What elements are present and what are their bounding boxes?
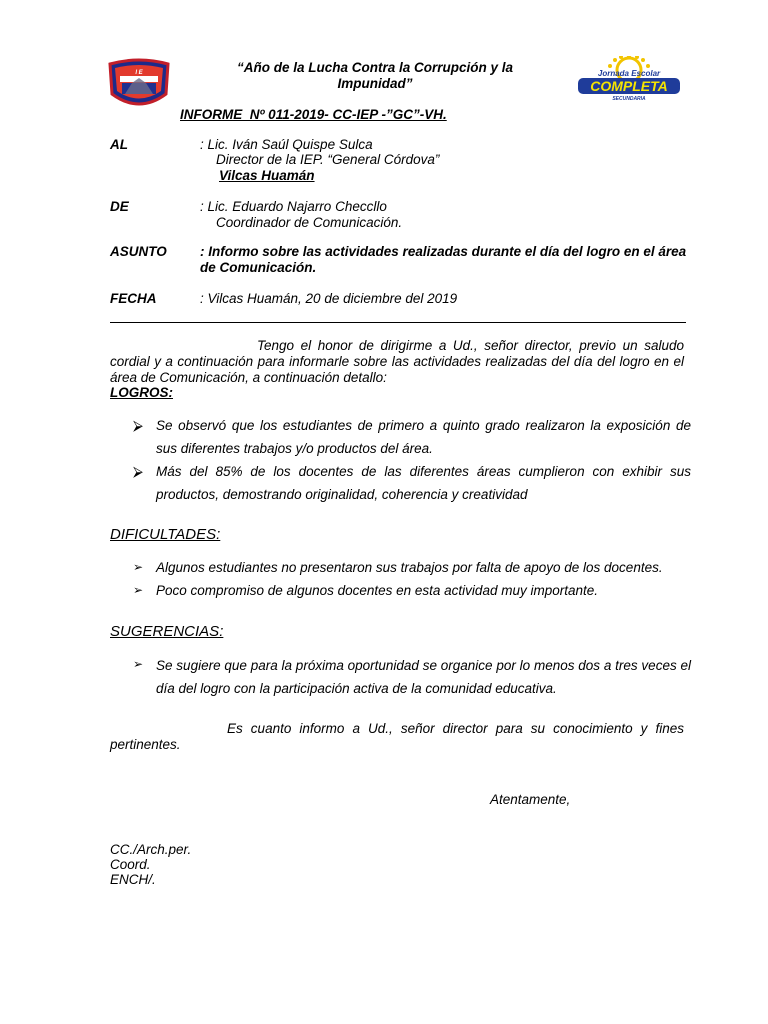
al-line2: Director de la IEP. “General Córdova” <box>216 152 440 167</box>
logros-item: Más del 85% de los docentes de las diferentes áreas cumplieron con exhibir sus productos, demostrando originalidad, coherencia y creatividad <box>156 464 691 502</box>
asunto-label: ASUNTO <box>110 244 167 259</box>
de-label: DE <box>110 199 129 214</box>
school-crest-logo <box>106 58 172 110</box>
logros-item: Se observó que los estudiantes de primero a quinto grado realizaron la exposición de sus diferentes trabajos y/o productos del área. <box>156 418 691 456</box>
report-title: INFORME Nº 011-2019- CC-IEP -”GC”-VH. <box>180 107 447 122</box>
logo-line3: SECUNDARIA <box>612 96 646 102</box>
dificultades-item: Algunos estudiantes no presentaron sus trabajos por falta de apoyo de los docentes. <box>156 560 663 575</box>
fecha-label: FECHA <box>110 291 157 306</box>
arrow-bullet-icon: ⮚ <box>133 463 143 479</box>
dificultades-item: Poco compromiso de algunos docentes en esta actividad muy importante. <box>156 583 598 598</box>
intro-paragraph: Tengo el honor de dirigirme a Ud., señor director, previo un saludo cordial y a continuación para informarle sobre las actividades realizadas del día del logro en el área de Comunicación, a continuación detallo: <box>110 338 684 385</box>
sugerencias-item: Se sugiere que para la próxima oportunidad se organice por lo menos dos a tres veces el día del logro con la participación activa de la comunidad educativa. <box>156 658 691 696</box>
de-line1: : Lic. Eduardo Najarro Checcllo <box>200 199 387 214</box>
arrow-bullet-icon: ➢ <box>133 560 144 574</box>
dificultades-heading: DIFICULTADES: <box>110 526 221 543</box>
sugerencias-heading: SUGERENCIAS: <box>110 623 224 640</box>
de-line2: Coordinador de Comunicación. <box>216 215 403 230</box>
al-line3: Vilcas Huamán <box>219 168 315 183</box>
fecha-text: : Vilcas Huamán, 20 de diciembre del 2019 <box>200 291 458 306</box>
logros-heading: LOGROS: <box>110 385 173 400</box>
signoff-text: Atentamente, <box>490 792 571 807</box>
footer-line1: CC./Arch.per. <box>110 842 192 857</box>
arrow-bullet-icon: ➢ <box>133 657 144 671</box>
footer-line2: Coord. <box>110 857 151 872</box>
sun-logo-icon <box>574 56 684 102</box>
logo-line2: COMPLETA <box>590 78 668 94</box>
footer-line3: ENCH/. <box>110 872 156 887</box>
closing-paragraph: Es cuanto informo a Ud., señor director para su conocimiento y fines pertinentes. <box>110 721 684 752</box>
logo-line1: Jornada Escolar <box>597 69 661 78</box>
asunto-text: : Informo sobre las actividades realizadas durante el día del logro en el área de Comunicación. <box>200 244 687 275</box>
crest-letters: I E <box>135 70 143 76</box>
al-line1: : Lic. Iván Saúl Quispe Sulca <box>200 137 373 152</box>
al-label: AL <box>110 137 128 152</box>
crest-icon <box>106 58 172 110</box>
arrow-bullet-icon: ➢ <box>133 583 144 597</box>
motto-text: “Año de la Lucha Contra la Corrupción y la Impunidad” <box>236 60 514 91</box>
jornada-escolar-completa-logo <box>574 56 684 102</box>
divider-line <box>110 322 686 323</box>
arrow-bullet-icon: ⮚ <box>133 417 143 433</box>
